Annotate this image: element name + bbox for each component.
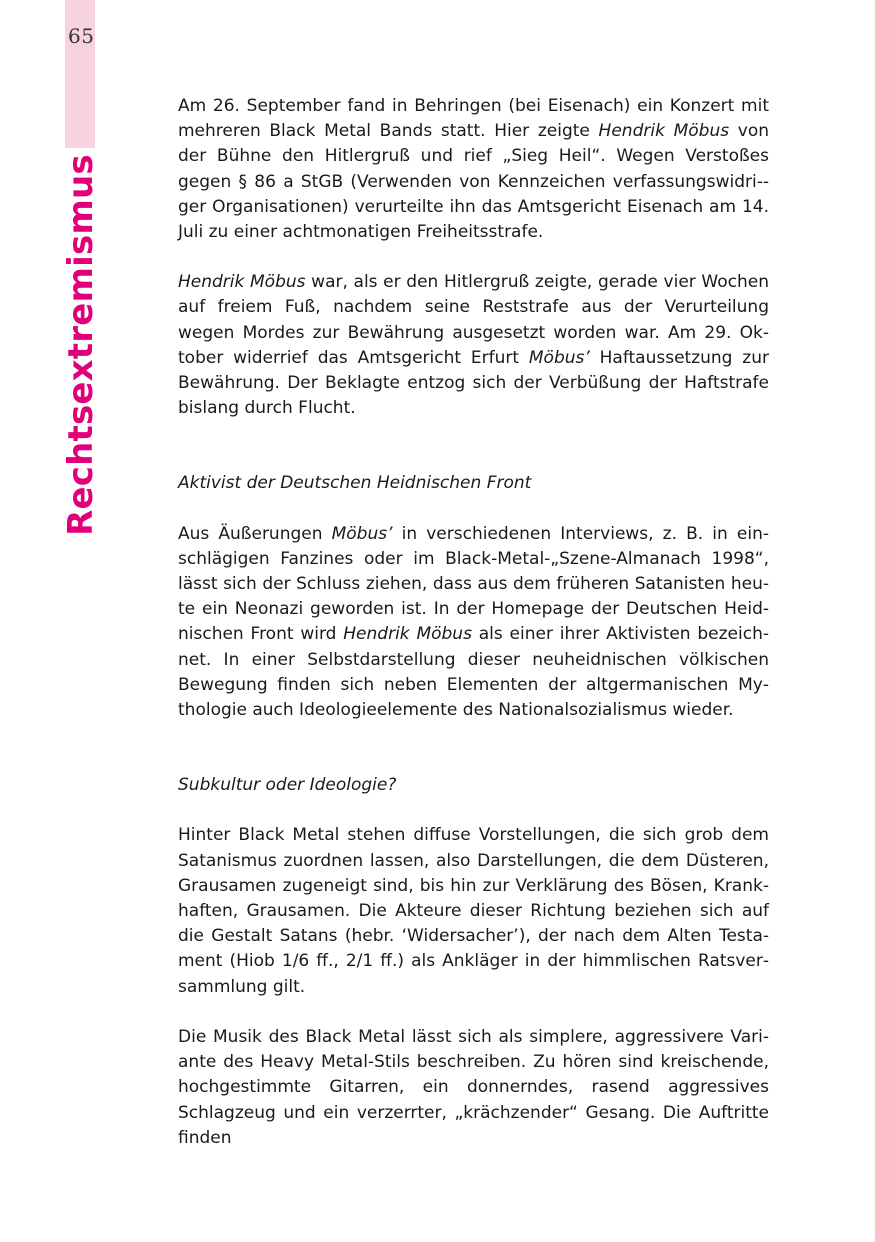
paragraph-satanism: Hinter Black Metal stehen diffuse Vorstellungen, die sich grob dem Satanismus zuordnen lassen, also Darstellungen, die dem Düsteren, Grausamen zugeneigt sind, bis hin zur Verklärung des Bösen, Krankhaften, Grausamen. Die Akteure dieser Richtung beziehen sich auf die Gestalt Satans (hebr. ‘Widersacher’), der nach dem Alten Testament (Hiob 1/6 ff., 2/1 ff.) als Ankläger in der himmlischen Ratsversammlung gilt. [178,825,769,997]
section-label: Rechtsextremismus [61,154,101,536]
subheading-subculture: Subkultur oder Ideologie? [178,775,397,796]
person-name: Möbus’ [331,523,393,544]
paragraph-probation: Hendrik Möbus war, als er den Hitlergruß zeigte, gerade vier Wochen auf freiem Fuß, nachdem seine Reststrafe aus der Verurteilung wegen Mordes zur Bewährung ausgesetzt worden war. Am 29. Oktober widerrief das Amtsgericht Erfurt Möbus’ Haftaussetzung zur Bewährung. Der Beklagte entzog sich der Verbüßung der Haftstrafe bislang durch Flucht. [178,272,769,419]
paragraph-concert: Am 26. September fand in Behringen (bei Eisenach) ein Konzert mit mehreren Black Metal Bands statt. Hier zeigte Hendrik Möbus von der Bühne den Hitlergruß und rief „Sieg Heil“. Wegen Verstoßes gegen § 86 a StGB (Verwenden von Kennzeichen verfassungswidri-ger Organisationen) verurteilte ihn das Amtsgericht Eisenach am 14. Juli zu einer achtmonatigen Freiheitsstrafe. [178,96,770,243]
paragraph-music: Die Musik des Black Metal lässt sich als simplere, aggressivere Variante des Heavy Metal-Stils beschreiben. Zu hören sind kreischende, hochgestimmte Gitarren, ein donnerndes, rasend aggressives Schlagzeug und ein verzerrter, „krächzender“ Gesang. Die Auftritte finden [178,1026,769,1148]
person-name: Hendrik Möbus [343,624,472,645]
paragraph-activist: Aus Äußerungen Möbus’ in verschiedenen Interviews, z. B. in einschlägigen Fanzines oder im Black-Metal-„Szene-Almanach 1998“, lässt sich der Schluss ziehen, dass aus dem früheren Satanisten heute ein Neonazi geworden ist. In der Homepage der Deutschen Heidnischen Front wird Hendrik Möbus als einer ihrer Aktivisten bezeichnet. In einer Selbstdarstellung dieser neuheidnischen völkischen Bewegung finden sich neben Elementen der altgermanischen Mythologie auch Ideologieelemente des Nationalsozialismus wieder. [178,523,769,721]
subheading-activist: Aktivist der Deutschen Heidnischen Front [178,473,532,494]
person-name: Hendrik Möbus [598,121,730,142]
section-tab-strip [65,0,95,148]
person-name: Hendrik Möbus [178,272,306,293]
person-name: Möbus’ [528,347,590,368]
main-text [178,94,769,1151]
page-number: 65 [68,24,95,48]
